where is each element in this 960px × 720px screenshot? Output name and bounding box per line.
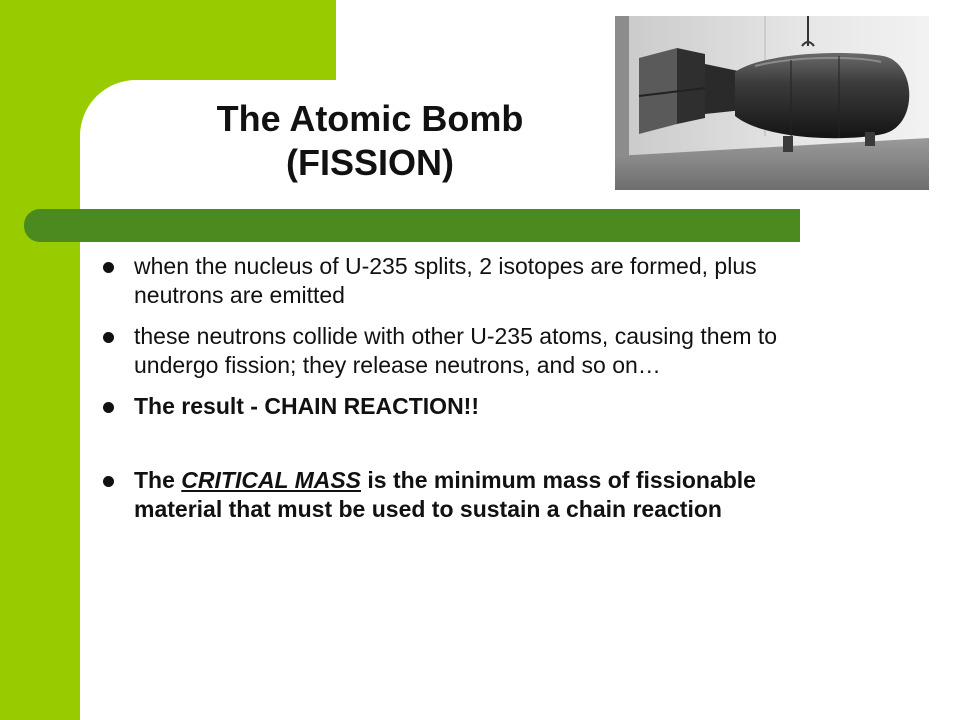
critical-mass-prefix: The: [134, 467, 182, 493]
bullet-item: these neutrons collide with other U-235 atoms, causing them to undergo fission; they release neutrons, and so on…: [103, 322, 833, 380]
atomic-bomb-photo: [615, 16, 929, 190]
bullet-list: [103, 252, 833, 524]
title-divider-bar: [24, 209, 800, 242]
title-line-2: (FISSION): [286, 142, 454, 183]
critical-mass-term: CRITICAL MASS: [181, 467, 362, 493]
bullet-item-critical-mass: [103, 466, 833, 524]
bullet-item: when the nucleus of U-235 splits, 2 isotopes are formed, plus neutrons are emitted: [103, 252, 833, 310]
slide-title: [150, 97, 590, 185]
title-line-1: The Atomic Bomb: [216, 98, 524, 139]
bullet-item: The result - CHAIN REACTION!!: [103, 392, 833, 421]
critical-mass-definition: is the minimum mass of fissionable material that must be used to sustain a chain reaction: [134, 467, 756, 522]
